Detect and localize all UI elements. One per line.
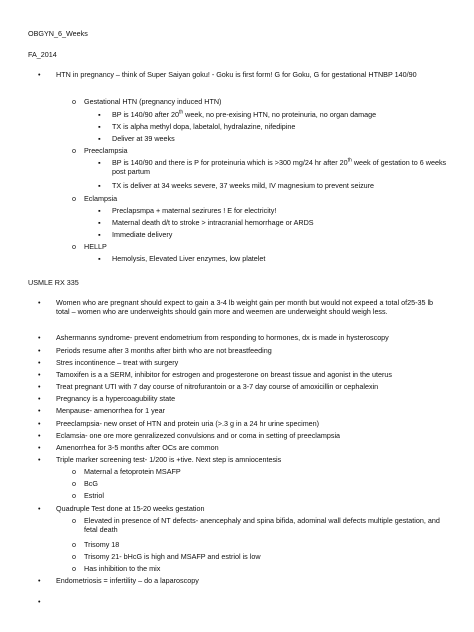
list-item: Trisomy 21- bHcG is high and MSAFP and estriol is low xyxy=(84,552,261,561)
list-item: Preeclampsia xyxy=(84,146,128,155)
list-item: Treat pregnant UTI with 7 day course of nitrofurantoin or a 3-7 day course of amoxicillin or cephalexin xyxy=(56,382,379,391)
list-item: Has inhibition to the mix xyxy=(84,564,161,573)
circle-bullet-icon: o xyxy=(72,479,76,488)
square-bullet-icon: ▪ xyxy=(98,158,101,167)
bullet-icon: • xyxy=(38,597,41,606)
square-bullet-icon: ▪ xyxy=(98,110,101,119)
list-item: BcG xyxy=(84,479,98,488)
list-item: Maternal a fetoprotein MSAFP xyxy=(84,467,181,476)
circle-bullet-icon: o xyxy=(72,552,76,561)
bullet-icon: • xyxy=(38,431,41,440)
square-bullet-icon: ▪ xyxy=(98,134,101,143)
bullet-icon: • xyxy=(38,455,41,464)
bullet-icon: • xyxy=(38,358,41,367)
circle-bullet-icon: o xyxy=(72,467,76,476)
bullet-icon: • xyxy=(38,346,41,355)
circle-bullet-icon: o xyxy=(72,564,76,573)
bullet-icon: • xyxy=(38,419,41,428)
circle-bullet-icon: o xyxy=(72,491,76,500)
circle-bullet-icon: o xyxy=(72,242,76,251)
bullet-icon: • xyxy=(38,298,41,307)
circle-bullet-icon: o xyxy=(72,194,76,203)
list-item: Immediate delivery xyxy=(112,230,173,239)
list-item: Triple marker screening test- 1/200 is +tive. Next step is amniocentesis xyxy=(56,455,282,464)
list-item: Preeclampsia- new onset of HTN and protein uria (>.3 g in a 24 hr urine specimen) xyxy=(56,419,320,428)
list-item: Preclapsmpa + maternal sezirures ! E for electricity! xyxy=(112,206,277,215)
bullet-icon: • xyxy=(38,443,41,452)
list-item: Periods resume after 3 months after birth who are not breastfeeding xyxy=(56,346,272,355)
list-item: Amenorrhea for 3-5 months after OCs are common xyxy=(56,443,219,452)
bullet-icon: • xyxy=(38,370,41,379)
circle-bullet-icon: o xyxy=(72,146,76,155)
square-bullet-icon: ▪ xyxy=(98,122,101,131)
circle-bullet-icon: o xyxy=(72,540,76,549)
list-item: Trisomy 18 xyxy=(84,540,120,549)
square-bullet-icon: ▪ xyxy=(98,230,101,239)
list-item: Pregnancy is a hypercoagubility state xyxy=(56,394,176,403)
square-bullet-icon: ▪ xyxy=(98,206,101,215)
list-item: Gestational HTN (pregnancy induced HTN) xyxy=(84,97,222,106)
list-item: Eclampsia xyxy=(84,194,118,203)
document-title: OBGYN_6_Weeks xyxy=(28,29,88,38)
list-item: Elevated in presence of NT defects- anencephaly and spina bifida, adominal wall defects multiple gestation, and fetal death xyxy=(84,516,440,534)
section-heading-rx: USMLE RX 335 xyxy=(28,278,79,287)
bullet-icon: • xyxy=(38,394,41,403)
list-item: Maternal death d/t to stroke > intracranial hemorrhage or ARDS xyxy=(112,218,314,227)
square-bullet-icon: ▪ xyxy=(98,254,101,263)
list-item: Estriol xyxy=(84,491,104,500)
list-item: TX is deliver at 34 weeks severe, 37 weeks mild, IV magnesium to prevent seizure xyxy=(112,181,375,190)
circle-bullet-icon: o xyxy=(72,97,76,106)
square-bullet-icon: ▪ xyxy=(98,218,101,227)
list-item: Menpause- amenorrhea for 1 year xyxy=(56,406,166,415)
section-heading-fa: FA_2014 xyxy=(28,50,57,59)
square-bullet-icon: ▪ xyxy=(98,181,101,190)
list-item: Women who are pregnant should expect to gain a 3-4 lb weight gain per month but would not expeed a total of25-35 lb total – women who are underweights should gain more and weemen are underweight should weigh less. xyxy=(56,298,434,316)
bullet-icon: • xyxy=(38,333,41,342)
list-item: Deliver at 39 weeks xyxy=(112,134,175,143)
list-item: Stres incontinence – treat with surgery xyxy=(56,358,179,367)
bullet-icon: • xyxy=(38,406,41,415)
list-item: Tamoxifen is a a SERM, inhibitor for estrogen and progesterone on breast tissue and agonist in the uterus xyxy=(56,370,393,379)
list-item: Endometriosis = infertility – do a laparoscopy xyxy=(56,576,199,585)
bullet-icon: • xyxy=(38,576,41,585)
list-item: TX is alpha methyl dopa, labetalol, hydralazine, nifedipine xyxy=(112,122,296,131)
list-item: HTN in pregnancy – think of Super Saiyan goku! - Goku is first form! G for Goku, G for gestational HTNBP 140/90 xyxy=(56,70,417,79)
circle-bullet-icon: o xyxy=(72,516,76,525)
list-item: Quadruple Test done at 15-20 weeks gestation xyxy=(56,504,205,513)
list-item: Ashermanns syndrome- prevent endometrium from responding to hormones, dx is made in hysteroscopy xyxy=(56,333,389,342)
bullet-icon: • xyxy=(38,382,41,391)
list-item: BP is 140/90 and there is P for proteinuria which is >300 mg/24 hr after 20th week of gestation to 6 weeks post partum xyxy=(112,157,447,176)
bullet-icon: • xyxy=(38,504,41,513)
list-item: Hemolysis, Elevated Liver enzymes, low platelet xyxy=(112,254,266,263)
list-item: HELLP xyxy=(84,242,107,251)
list-item: BP is 140/90 after 20th week, no pre-exising HTN, no proteinuria, no organ damage xyxy=(112,109,377,119)
bullet-icon: • xyxy=(38,70,41,79)
list-item: Eclamsia- one ore more genralizezed convulsions and or coma in setting of preeclampsia xyxy=(56,431,341,440)
